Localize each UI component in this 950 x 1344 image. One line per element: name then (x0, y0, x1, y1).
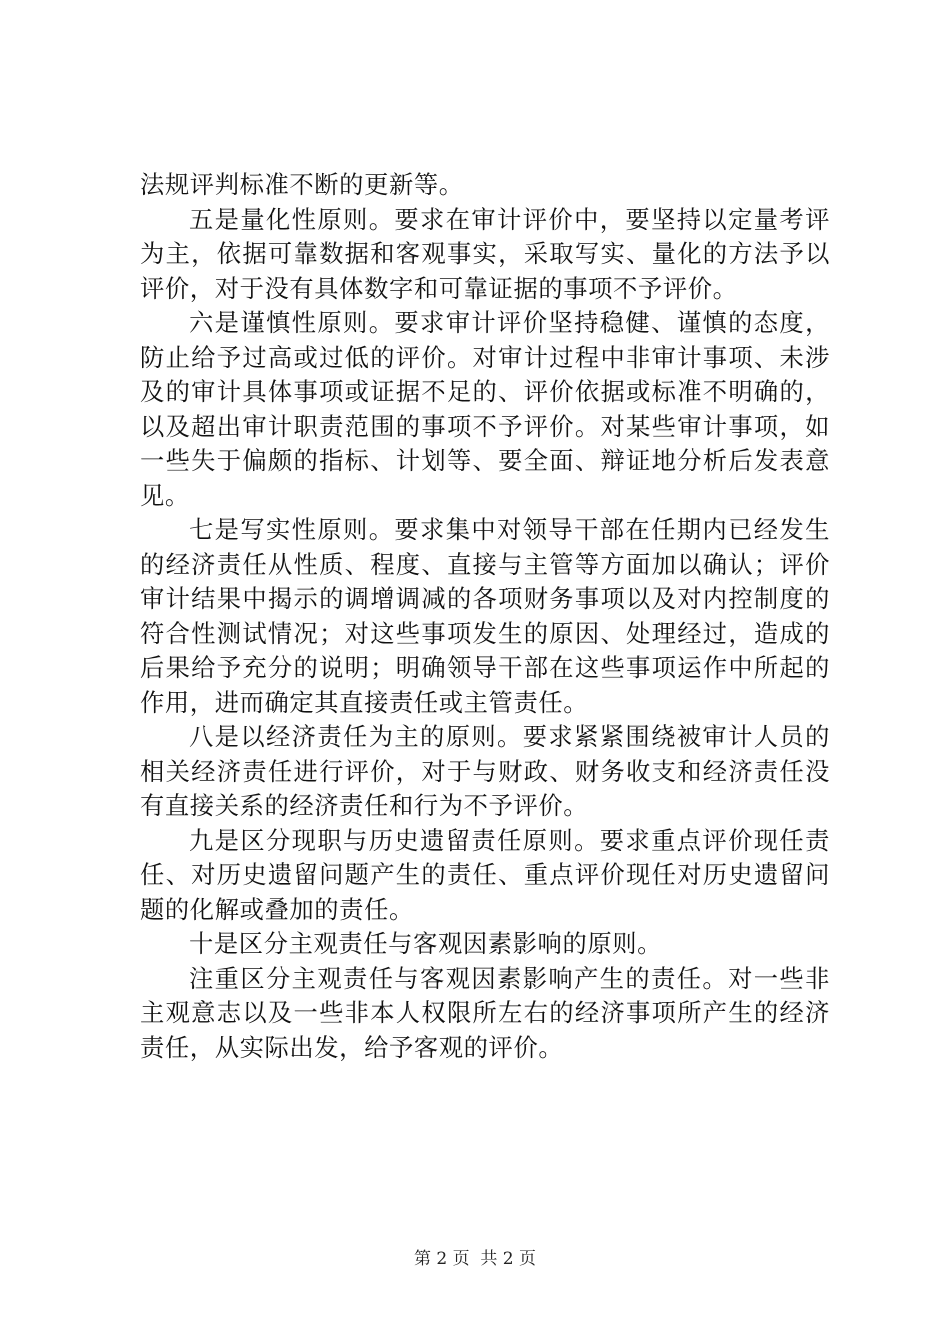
paragraph-principle-6: 六是谨慎性原则。要求审计评价坚持稳健、谨慎的态度，防止给予过高或过低的评价。对审计过程中非审计事项、未涉及的审计具体事项或证据不足的、评价依据或标准不明确的，以及超出审计职责范围的事项不予评价。对某些审计事项，如一些失于偏颇的指标、计划等、要全面、辩证地分析后发表意见。 (140, 308, 830, 510)
paragraph-continuation: 法规评判标准不断的更新等。 (140, 170, 464, 199)
page-number-label: 第 2 页 共 2 页 (413, 1249, 537, 1269)
paragraph-principle-8: 八是以经济责任为主的原则。要求紧紧围绕被审计人员的相关经济责任进行评价，对于与财政、财务收支和经济责任没有直接关系的经济责任和行为不予评价。 (140, 722, 830, 820)
paragraph-principle-7: 七是写实性原则。要求集中对领导干部在任期内已经发生的经济责任从性质、程度、直接与主管等方面加以确认；评价审计结果中揭示的调增调减的各项财务事项以及对内控制度的符合性测试情况；对这些事项发生的原因、处理经过，造成的后果给予充分的说明；明确领导干部在这些事项运作中所起的作用，进而确定其直接责任或主管责任。 (140, 515, 830, 717)
document-body (140, 168, 830, 1065)
page-footer (0, 1247, 950, 1271)
paragraph-principle-5: 五是量化性原则。要求在审计评价中，要坚持以定量考评为主，依据可靠数据和客观事实，采取写实、量化的方法予以评价，对于没有具体数字和可靠证据的事项不予评价。 (140, 204, 830, 303)
paragraph-principle-9: 九是区分现职与历史遗留责任原则。要求重点评价现任责任、对历史遗留问题产生的责任、重点评价现任对历史遗留问题的化解或叠加的责任。 (140, 825, 830, 924)
paragraph-principle-10: 十是区分主观责任与客观因素影响的原则。 (189, 929, 663, 958)
paragraph-principle-10-detail: 注重区分主观责任与客观因素影响产生的责任。对一些非主观意志以及一些非本人权限所左右的经济事项所产生的经济责任，从实际出发，给予客观的评价。 (140, 963, 830, 1062)
